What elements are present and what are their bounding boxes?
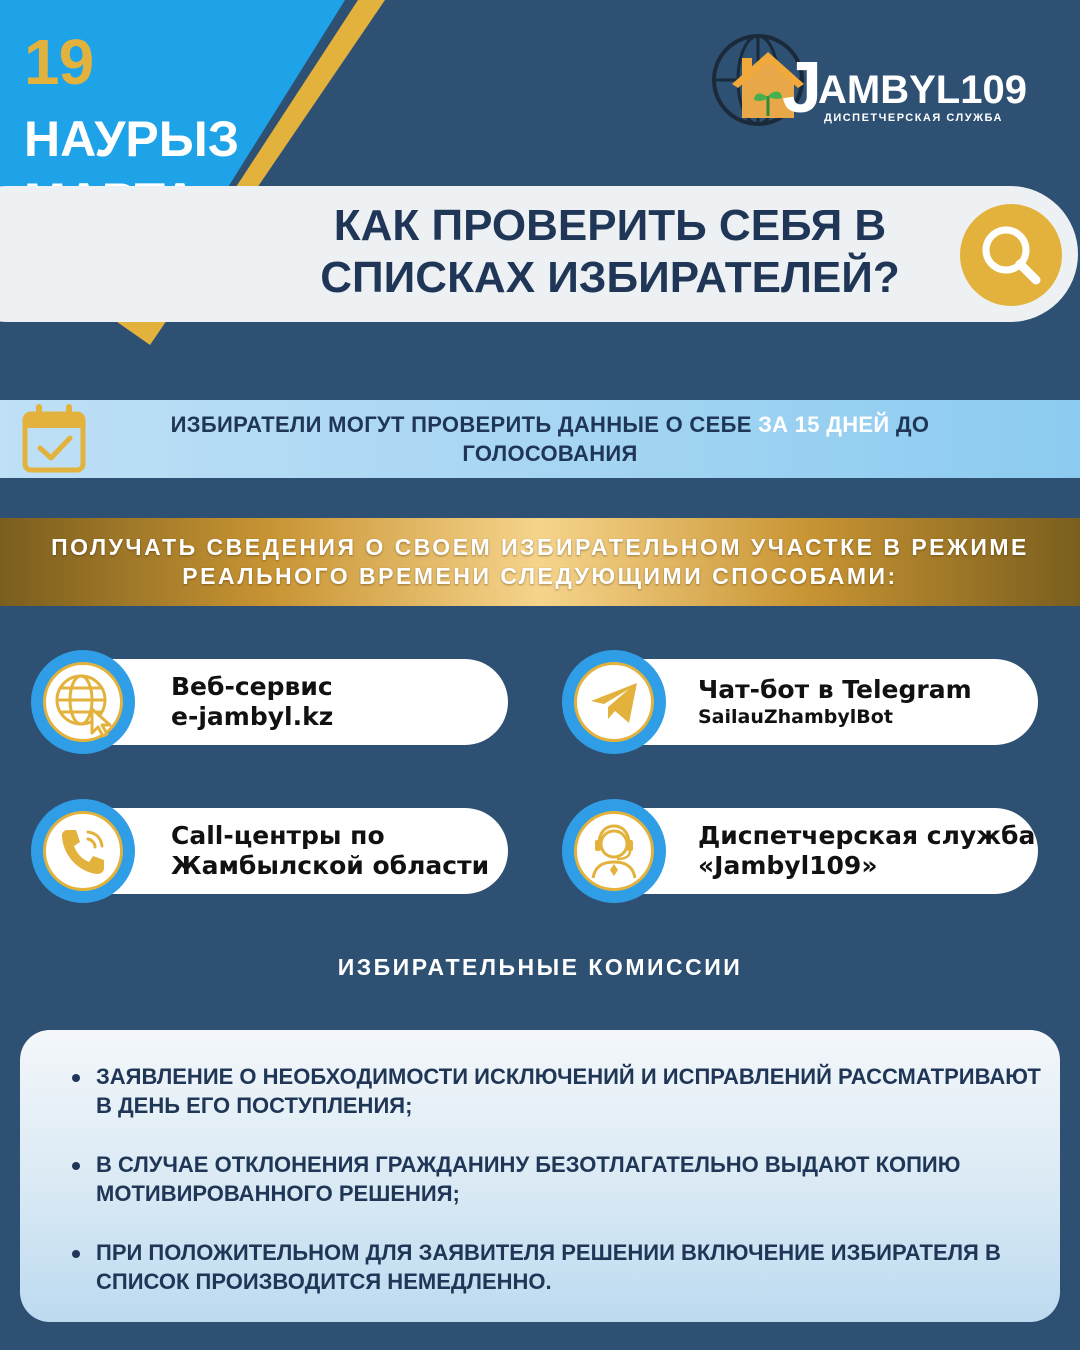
date-day: 19: [24, 26, 94, 98]
logo-subtitle: ДИСПЕТЧЕРСКАЯ СЛУЖБА: [824, 112, 1003, 124]
method-dispatch-line-1: Диспетчерская служба: [698, 821, 1036, 850]
list-item-text: ЗАЯВЛЕНИЕ О НЕОБХОДИМОСТИ ИСКЛЮЧЕНИЙ И ИСПРАВЛЕНИЙ РАССМАТРИВАЮТ В ДЕНЬ ЕГО ПОСТУПЛЕНИЯ;: [96, 1064, 1041, 1118]
list-item: [70, 1150, 1050, 1208]
bullet-icon: [72, 1074, 80, 1082]
method-telegram-label: Чат-бот в Telegram: [698, 675, 972, 704]
info-highlight: ЗА 15 ДНЕЙ: [758, 412, 890, 437]
search-icon: [960, 204, 1062, 306]
logo-name: AMBYL109: [818, 68, 1027, 112]
method-call-centers-text: [171, 821, 489, 881]
phone-icon: [43, 811, 123, 891]
telegram-icon: [574, 662, 654, 742]
calendar-check-icon: [20, 402, 88, 474]
list-item: [70, 1238, 1050, 1296]
globe-cursor-icon: [43, 662, 123, 742]
method-call-centers-line-1: Call-центры по: [171, 821, 385, 850]
method-telegram-handle[interactable]: SailauZhambylBot: [698, 706, 893, 728]
methods-banner-line-1: ПОЛУЧАТЬ СВЕДЕНИЯ О СВОЕМ ИЗБИРАТЕЛЬНОМ УЧАСТКЕ В РЕЖИМЕ: [51, 534, 1029, 560]
commissions-list: [70, 1062, 1050, 1326]
list-item-text: ПРИ ПОЛОЖИТЕЛЬНОМ ДЛЯ ЗАЯВИТЕЛЯ РЕШЕНИИ ВКЛЮЧЕНИЕ ИЗБИРАТЕЛЯ В СПИСОК ПРОИЗВОДИТСЯ НЕМЕДЛЕННО.: [96, 1240, 1001, 1294]
info-text-part-2: ДО ГОЛОСОВАНИЯ: [462, 412, 930, 466]
logo-initial: J: [782, 48, 823, 128]
page-title: [240, 200, 980, 304]
bullet-icon: [72, 1250, 80, 1258]
operator-icon: [574, 811, 654, 891]
method-web-service-text: [171, 672, 333, 732]
date-month-kz: НАУРЫЗ: [24, 111, 240, 167]
methods-banner-line-2: РЕАЛЬНОГО ВРЕМЕНИ СЛЕДУЮЩИМИ СПОСОБАМИ:: [182, 563, 898, 589]
info-text: [100, 410, 1000, 468]
title-line-1: КАК ПРОВЕРИТЬ СЕБЯ В: [333, 201, 887, 250]
method-call-centers-line-2: Жамбылской области: [171, 851, 490, 880]
info-text-part-1: ИЗБИРАТЕЛИ МОГУТ ПРОВЕРИТЬ ДАННЫЕ О СЕБЕ: [170, 412, 759, 437]
commissions-title: ИЗБИРАТЕЛЬНЫЕ КОМИССИИ: [337, 954, 743, 980]
method-web-service-url[interactable]: e-jambyl.kz: [171, 702, 334, 731]
list-item-text: В СЛУЧАЕ ОТКЛОНЕНИЯ ГРАЖДАНИНУ БЕЗОТЛАГАТЕЛЬНО ВЫДАЮТ КОПИЮ МОТИВИРОВАННОГО РЕШЕНИЯ;: [96, 1152, 961, 1206]
method-telegram-text: [698, 675, 972, 729]
method-dispatch-line-2: «Jambyl109»: [698, 851, 878, 880]
bullet-icon: [72, 1162, 80, 1170]
list-item: [70, 1062, 1050, 1120]
method-web-service-label: Веб-сервис: [171, 672, 333, 701]
methods-banner-text: [20, 533, 1060, 591]
title-line-2: СПИСКАХ ИЗБИРАТЕЛЕЙ?: [320, 253, 900, 302]
method-dispatch-text: [698, 821, 1035, 881]
